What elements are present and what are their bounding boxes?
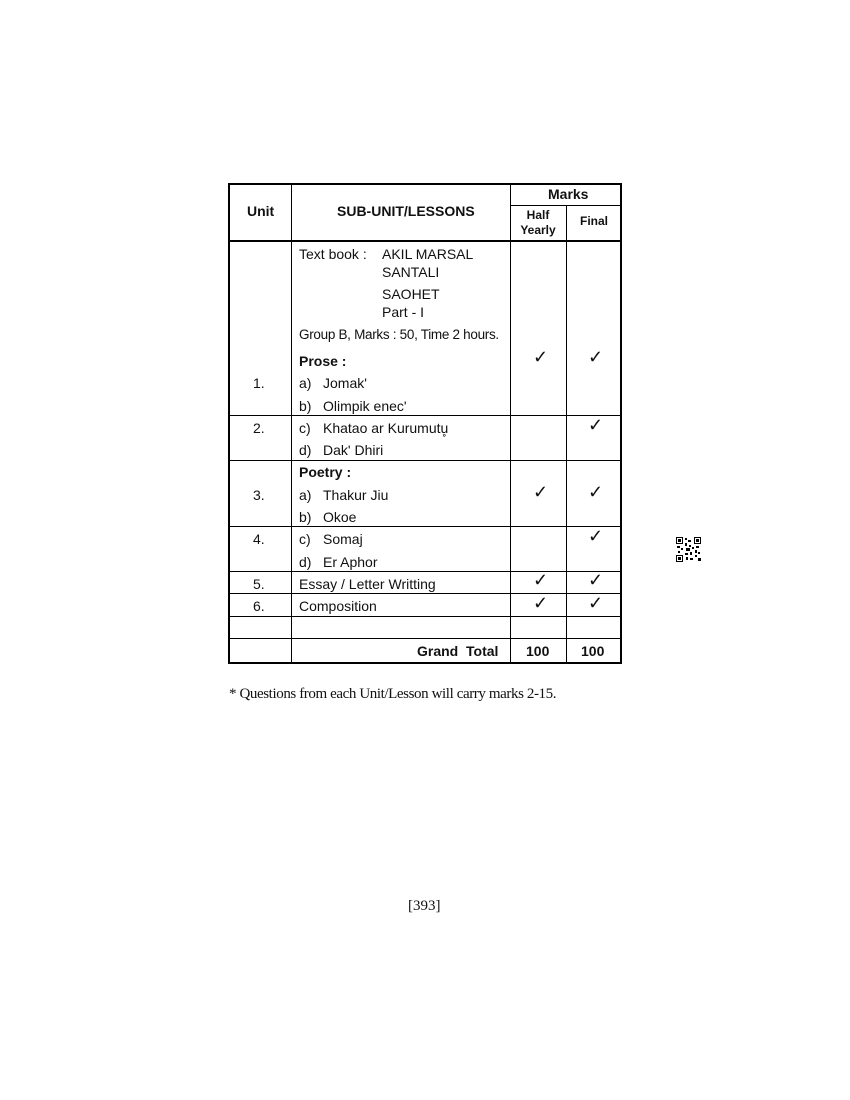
lesson-title: Okoe <box>323 509 357 525</box>
table-border-bottom <box>228 662 622 664</box>
unit-number: 6. <box>253 598 265 614</box>
col-sep-1 <box>291 183 292 664</box>
col-sep-3 <box>566 205 567 664</box>
item-letter: d) <box>299 442 312 458</box>
row-sep-7 <box>228 638 622 639</box>
grand-total-final: 100 <box>581 643 605 659</box>
grand-total-label: Grand Total <box>417 643 499 659</box>
item-letter: d) <box>299 554 312 570</box>
col-sep-2 <box>510 183 511 664</box>
row-sep-header <box>228 240 622 242</box>
unit-number: 2. <box>253 420 265 436</box>
row-sep-5 <box>228 593 622 594</box>
row-sep-2 <box>228 460 622 461</box>
item-letter: a) <box>299 375 312 391</box>
item-letter: c) <box>299 420 311 436</box>
textbook-title-line2: SANTALI <box>382 264 440 280</box>
check-mark-icon: ✓ <box>588 482 604 502</box>
lesson-title: Jomak' <box>323 375 367 391</box>
unit-number: 1. <box>253 375 265 391</box>
header-sub-unit: SUB-UNIT/LESSONS <box>337 203 475 219</box>
unit-number: 5. <box>253 576 265 592</box>
item-letter: c) <box>299 531 311 547</box>
row-sep-6 <box>228 616 622 617</box>
lesson-title: Olimpik enec' <box>323 398 407 414</box>
item-letter: a) <box>299 487 312 503</box>
unit-number: 4. <box>253 531 265 547</box>
textbook-title-line1: AKIL MARSAL <box>382 246 474 262</box>
header-half-yearly: Half Yearly <box>520 208 556 237</box>
check-mark-icon: ✓ <box>588 415 604 435</box>
row-sep-3 <box>228 526 622 527</box>
header-unit: Unit <box>247 203 275 219</box>
check-mark-icon: ✓ <box>533 347 549 367</box>
header-final: Final <box>579 214 608 228</box>
lesson-title: Dak' Dhiri <box>323 442 384 458</box>
qr-code-icon <box>676 537 701 562</box>
table-border-right <box>620 183 622 664</box>
check-mark-icon: ✓ <box>588 526 604 546</box>
header-marks: Marks <box>548 186 589 202</box>
textbook-label: Text book : <box>299 246 367 262</box>
check-mark-icon: ✓ <box>533 593 549 613</box>
row-sep-4 <box>228 571 622 572</box>
lesson-title: Thakur Jiu <box>323 487 389 503</box>
check-mark-icon: ✓ <box>588 347 604 367</box>
check-mark-icon: ✓ <box>533 482 549 502</box>
grand-total-half-yearly: 100 <box>526 643 550 659</box>
footnote: * Questions from each Unit/Lesson will carry marks 2-15. <box>229 686 557 702</box>
item-letter: b) <box>299 509 312 525</box>
page-number: [393] <box>408 898 441 914</box>
textbook-title-line3: SAOHET <box>382 286 440 302</box>
group-info: Group B, Marks : 50, Time 2 hours. <box>299 327 499 342</box>
row-sep-1 <box>228 415 622 416</box>
table-border-left <box>228 183 230 664</box>
check-mark-icon: ✓ <box>588 570 604 590</box>
check-mark-icon: ✓ <box>588 593 604 613</box>
lesson-title: Er Aphor <box>323 554 378 570</box>
marks-sub-line <box>510 205 622 206</box>
lesson-title: Essay / Letter Writting <box>299 576 436 592</box>
unit-number: 3. <box>253 487 265 503</box>
poetry-heading: Poetry : <box>299 464 352 480</box>
lesson-title: Khatao ar Kurumutu̥ <box>323 420 449 436</box>
table-border-top <box>228 183 622 185</box>
lesson-title: Somaj <box>323 531 363 547</box>
textbook-title-line4: Part - I <box>382 304 425 320</box>
item-letter: b) <box>299 398 312 414</box>
check-mark-icon: ✓ <box>533 570 549 590</box>
prose-heading: Prose : <box>299 353 347 369</box>
lesson-title: Composition <box>299 598 377 614</box>
